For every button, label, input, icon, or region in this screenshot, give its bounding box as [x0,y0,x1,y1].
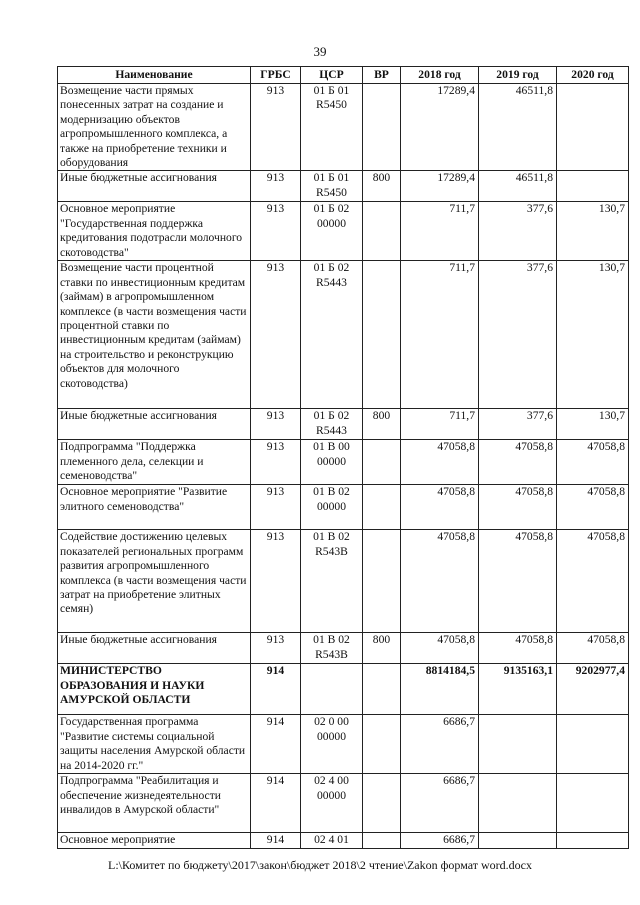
table-row [58,485,629,530]
header-2020: 2020 год [557,67,629,84]
cell-grbs: 913 [251,171,301,202]
cell-vr: 800 [363,171,401,202]
cell-vr [363,530,401,633]
header-row [58,67,629,84]
cell-2018: 17289,4 [401,171,479,202]
table-row [58,715,629,774]
footer-file-path: L:\Комитет по бюджету\2017\закон\бюджет 2018\2 чтение\Zakon формат word.docx [108,858,532,872]
cell-2019: 377,6 [479,202,557,261]
header-2018: 2018 год [401,67,479,84]
table-row [58,664,629,715]
cell-grbs: 914 [251,664,301,715]
cell-2020 [557,774,629,833]
cell-vr [363,715,401,774]
cell-vr [363,84,401,171]
cell-2018: 6686,7 [401,715,479,774]
cell-2019 [479,833,557,848]
cell-2019: 47058,8 [479,530,557,633]
cell-name: Иные бюджетные ассигнования [58,409,251,440]
cell-name: Содействие достижению целевых показателей региональных программ развития агропромышленного комплекса (в части возмещения части затрат на приобретение элитных семян) [58,530,251,633]
cell-2020 [557,84,629,171]
cell-2019: 47058,8 [479,440,557,485]
cell-vr [363,440,401,485]
cell-2020 [557,833,629,848]
table-row [58,409,629,440]
cell-grbs: 913 [251,440,301,485]
cell-2020: 130,7 [557,261,629,409]
budget-table [57,66,629,849]
cell-name: Основное мероприятие "Государственная поддержка кредитования подотрасли молочного скотоводства" [58,202,251,261]
table-row [58,530,629,633]
cell-2018: 711,7 [401,202,479,261]
table-row [58,633,629,664]
cell-grbs: 913 [251,84,301,171]
table-row [58,440,629,485]
cell-csr: 01 В 02 R543В [301,530,363,633]
cell-csr [301,664,363,715]
cell-name: Возмещение части процентной ставки по инвестиционным кредитам (займам) в агропромышленном комплексе (в части возмещения части процентной ставки по инвестиционным кредитам (займам) на строительство и реконструкцию объектов для молочного скотоводства) [58,261,251,409]
cell-csr: 01 Б 02 R5443 [301,409,363,440]
cell-2019 [479,774,557,833]
cell-2019: 46511,8 [479,84,557,171]
cell-vr [363,833,401,848]
cell-csr: 01 В 02 R543В [301,633,363,664]
cell-2018: 47058,8 [401,633,479,664]
cell-csr: 02 0 00 00000 [301,715,363,774]
cell-2020: 47058,8 [557,530,629,633]
cell-csr: 01 В 02 00000 [301,485,363,530]
cell-2018: 47058,8 [401,440,479,485]
table-row [58,833,629,848]
cell-csr: 02 4 01 [301,833,363,848]
cell-csr: 01 Б 01 R5450 [301,171,363,202]
table-body [58,84,629,849]
cell-name: Основное мероприятие "Развитие элитного семеноводства" [58,485,251,530]
table-row [58,774,629,833]
cell-2019: 46511,8 [479,171,557,202]
cell-2019 [479,715,557,774]
cell-2018: 711,7 [401,409,479,440]
cell-name: Возмещение части прямых понесенных затрат на создание и модернизацию объектов агропромышленного комплекса, а также на приобретение техники и оборудования [58,84,251,171]
cell-2019: 9135163,1 [479,664,557,715]
cell-name: Иные бюджетные ассигнования [58,633,251,664]
cell-grbs: 913 [251,633,301,664]
cell-2018: 47058,8 [401,530,479,633]
cell-csr: 01 В 00 00000 [301,440,363,485]
cell-csr: 01 Б 02 00000 [301,202,363,261]
cell-2020 [557,171,629,202]
cell-name: МИНИСТЕРСТВО ОБРАЗОВАНИЯ И НАУКИ АМУРСКОЙ ОБЛАСТИ [58,664,251,715]
cell-grbs: 914 [251,833,301,848]
cell-name: Подпрограмма "Поддержка племенного дела, селекции и семеноводства" [58,440,251,485]
cell-2018: 17289,4 [401,84,479,171]
page-number: 39 [313,44,327,59]
cell-vr: 800 [363,633,401,664]
cell-grbs: 913 [251,485,301,530]
cell-vr [363,202,401,261]
cell-grbs: 914 [251,715,301,774]
cell-grbs: 913 [251,409,301,440]
cell-vr: 800 [363,409,401,440]
cell-vr [363,261,401,409]
cell-grbs: 913 [251,261,301,409]
cell-name: Государственная программа "Развитие системы социальной защиты населения Амурской области на 2014-2020 гг." [58,715,251,774]
cell-2019: 47058,8 [479,485,557,530]
cell-2018: 8814184,5 [401,664,479,715]
cell-2018: 711,7 [401,261,479,409]
cell-name: Иные бюджетные ассигнования [58,171,251,202]
cell-2020: 47058,8 [557,633,629,664]
cell-2018: 47058,8 [401,485,479,530]
cell-csr: 01 Б 01 R5450 [301,84,363,171]
cell-2020: 130,7 [557,409,629,440]
cell-csr: 02 4 00 00000 [301,774,363,833]
cell-2019: 377,6 [479,261,557,409]
cell-2020 [557,715,629,774]
cell-grbs: 914 [251,774,301,833]
cell-grbs: 913 [251,202,301,261]
header-2019: 2019 год [479,67,557,84]
cell-2020: 130,7 [557,202,629,261]
table-row [58,171,629,202]
cell-name: Основное мероприятие [58,833,251,848]
cell-csr: 01 Б 02 R5443 [301,261,363,409]
cell-grbs: 913 [251,530,301,633]
table-row [58,261,629,409]
cell-vr [363,485,401,530]
header-vr: ВР [363,67,401,84]
header-name: Наименование [58,67,251,84]
table-row [58,84,629,171]
cell-2018: 6686,7 [401,833,479,848]
cell-2018: 6686,7 [401,774,479,833]
header-csr: ЦСР [301,67,363,84]
cell-2019: 47058,8 [479,633,557,664]
cell-vr [363,664,401,715]
cell-2020: 9202977,4 [557,664,629,715]
cell-2020: 47058,8 [557,440,629,485]
cell-2020: 47058,8 [557,485,629,530]
table-row [58,202,629,261]
cell-2019: 377,6 [479,409,557,440]
cell-vr [363,774,401,833]
cell-name: Подпрограмма "Реабилитация и обеспечение жизнедеятельности инвалидов в Амурской области" [58,774,251,833]
header-grbs: ГРБС [251,67,301,84]
